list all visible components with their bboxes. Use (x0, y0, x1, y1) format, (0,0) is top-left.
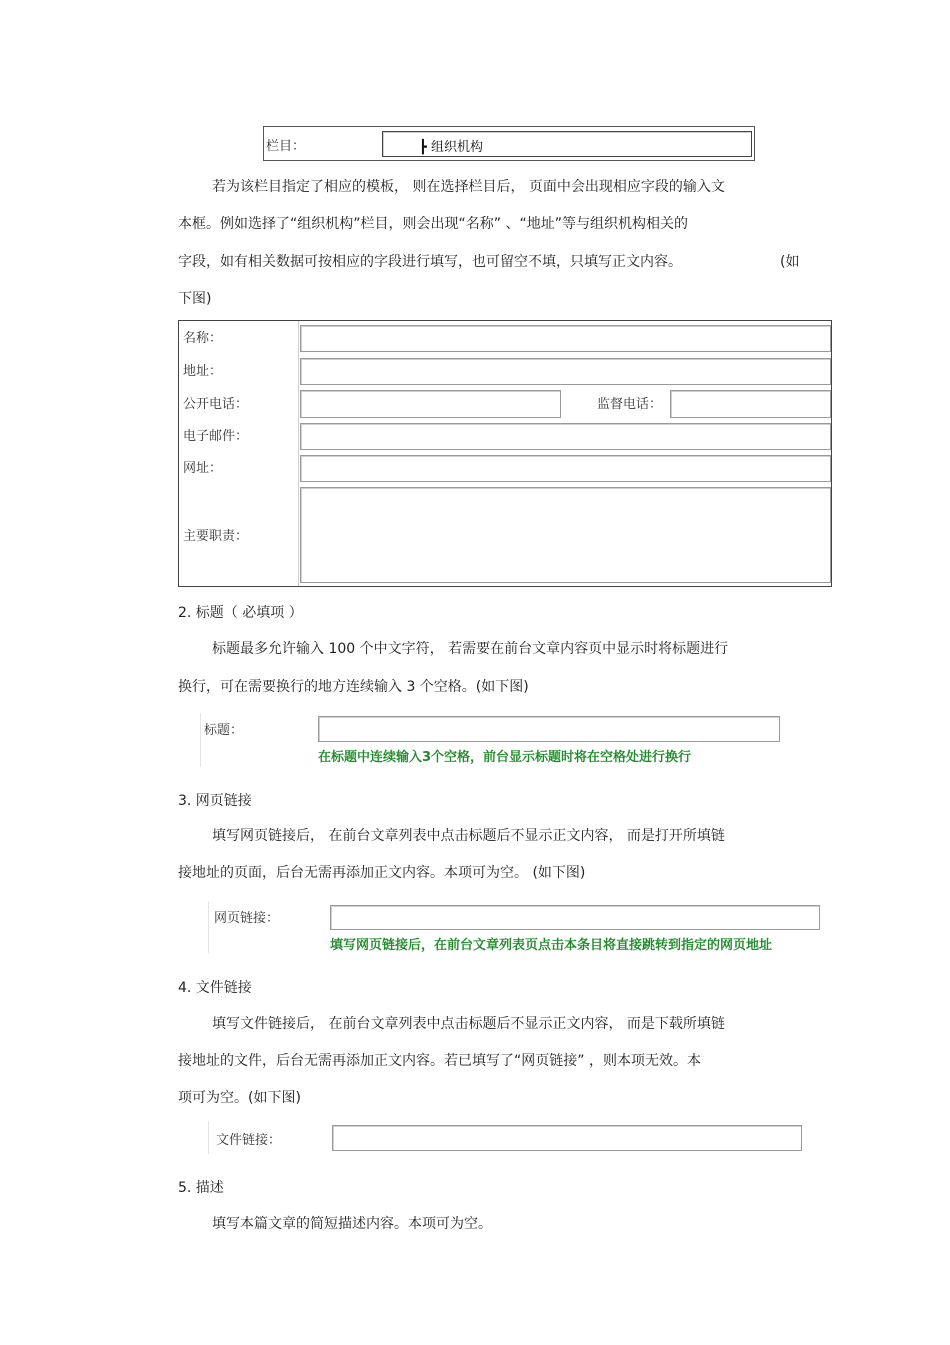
column-selector-screenshot (263, 126, 755, 161)
column-select-value: ┣ 组织机构 (419, 140, 483, 155)
website-input[interactable] (300, 455, 831, 482)
intro-line-3: 字段，如有相关数据可按相应的字段进行填写，也可留空不填，只填写正文内容。 (178, 254, 682, 270)
section-2-heading: 2. 标题（ 必填项 ） (178, 605, 303, 621)
public-phone-label: 公开电话： (183, 397, 249, 412)
intro-line-3-tail: (如 (780, 254, 800, 270)
name-input[interactable] (300, 325, 831, 352)
section-3-heading: 3. 网页链接 (178, 793, 252, 809)
intro-line-1: 若为该栏目指定了相应的模板， 则在选择栏目后， 页面中会出现相应字段的输入文 (212, 179, 725, 195)
web-link-input[interactable] (330, 905, 820, 930)
title-hint: 在标题中连续输入3个空格，前台显示标题时将在空格处进行换行 (318, 750, 692, 765)
public-phone-input[interactable] (300, 390, 561, 418)
section-3-line-2: 接地址的页面，后台无需再添加正文内容。本项可为空。 (如下图) (178, 865, 586, 881)
web-link-field-screenshot (208, 901, 820, 953)
intro-line-2: 本框。例如选择了“组织机构”栏目，则会出现“名称” 、“地址”等与组织机构相关的 (178, 216, 688, 232)
web-link-hint: 填写网页链接后，在前台文章列表页点击本条目将直接跳转到指定的网页地址 (330, 938, 773, 953)
column-label: 栏目： (266, 139, 306, 154)
section-2-line-1: 标题最多允许输入 100 个中文字符， 若需要在前台文章内容页中显示时将标题进行 (212, 641, 729, 657)
section-2-line-2: 换行，可在需要换行的地方连续输入 3 个空格。(如下图) (178, 679, 529, 695)
web-link-label: 网页链接： (214, 911, 280, 926)
name-label: 名称： (183, 331, 223, 346)
intro-line-4: 下图) (178, 291, 212, 307)
column-select[interactable] (382, 131, 752, 157)
section-4-heading: 4. 文件链接 (178, 980, 252, 996)
section-5-heading: 5. 描述 (178, 1180, 224, 1196)
label-column-divider (298, 321, 299, 586)
title-field-screenshot (200, 713, 780, 767)
title-input[interactable] (318, 716, 780, 742)
address-label: 地址： (183, 364, 223, 379)
duties-label: 主要职责： (183, 529, 249, 544)
org-form-screenshot (178, 320, 832, 587)
section-4-line-2: 接地址的文件，后台无需再添加正文内容。若已填写了“网页链接” ，则本项无效。本 (178, 1053, 701, 1069)
file-link-input[interactable] (332, 1125, 802, 1151)
duties-textarea[interactable] (300, 487, 831, 583)
section-5-line-1: 填写本篇文章的简短描述内容。本项可为空。 (212, 1216, 492, 1232)
address-input[interactable] (300, 358, 831, 385)
file-link-label: 文件链接： (216, 1133, 282, 1148)
section-4-line-1: 填写文件链接后， 在前台文章列表中点击标题后不显示正文内容， 而是下载所填链 (212, 1016, 725, 1032)
website-label: 网址： (183, 461, 223, 476)
section-3-line-1: 填写网页链接后， 在前台文章列表中点击标题后不显示正文内容， 而是打开所填链 (212, 828, 725, 844)
title-label: 标题： (204, 723, 244, 738)
email-label: 电子邮件： (183, 429, 249, 444)
section-4-line-3: 项可为空。(如下图) (178, 1090, 301, 1106)
supervise-phone-label: 监督电话： (597, 397, 663, 412)
email-input[interactable] (300, 423, 831, 450)
supervise-phone-input[interactable] (670, 390, 831, 418)
file-link-field-screenshot (208, 1121, 802, 1154)
